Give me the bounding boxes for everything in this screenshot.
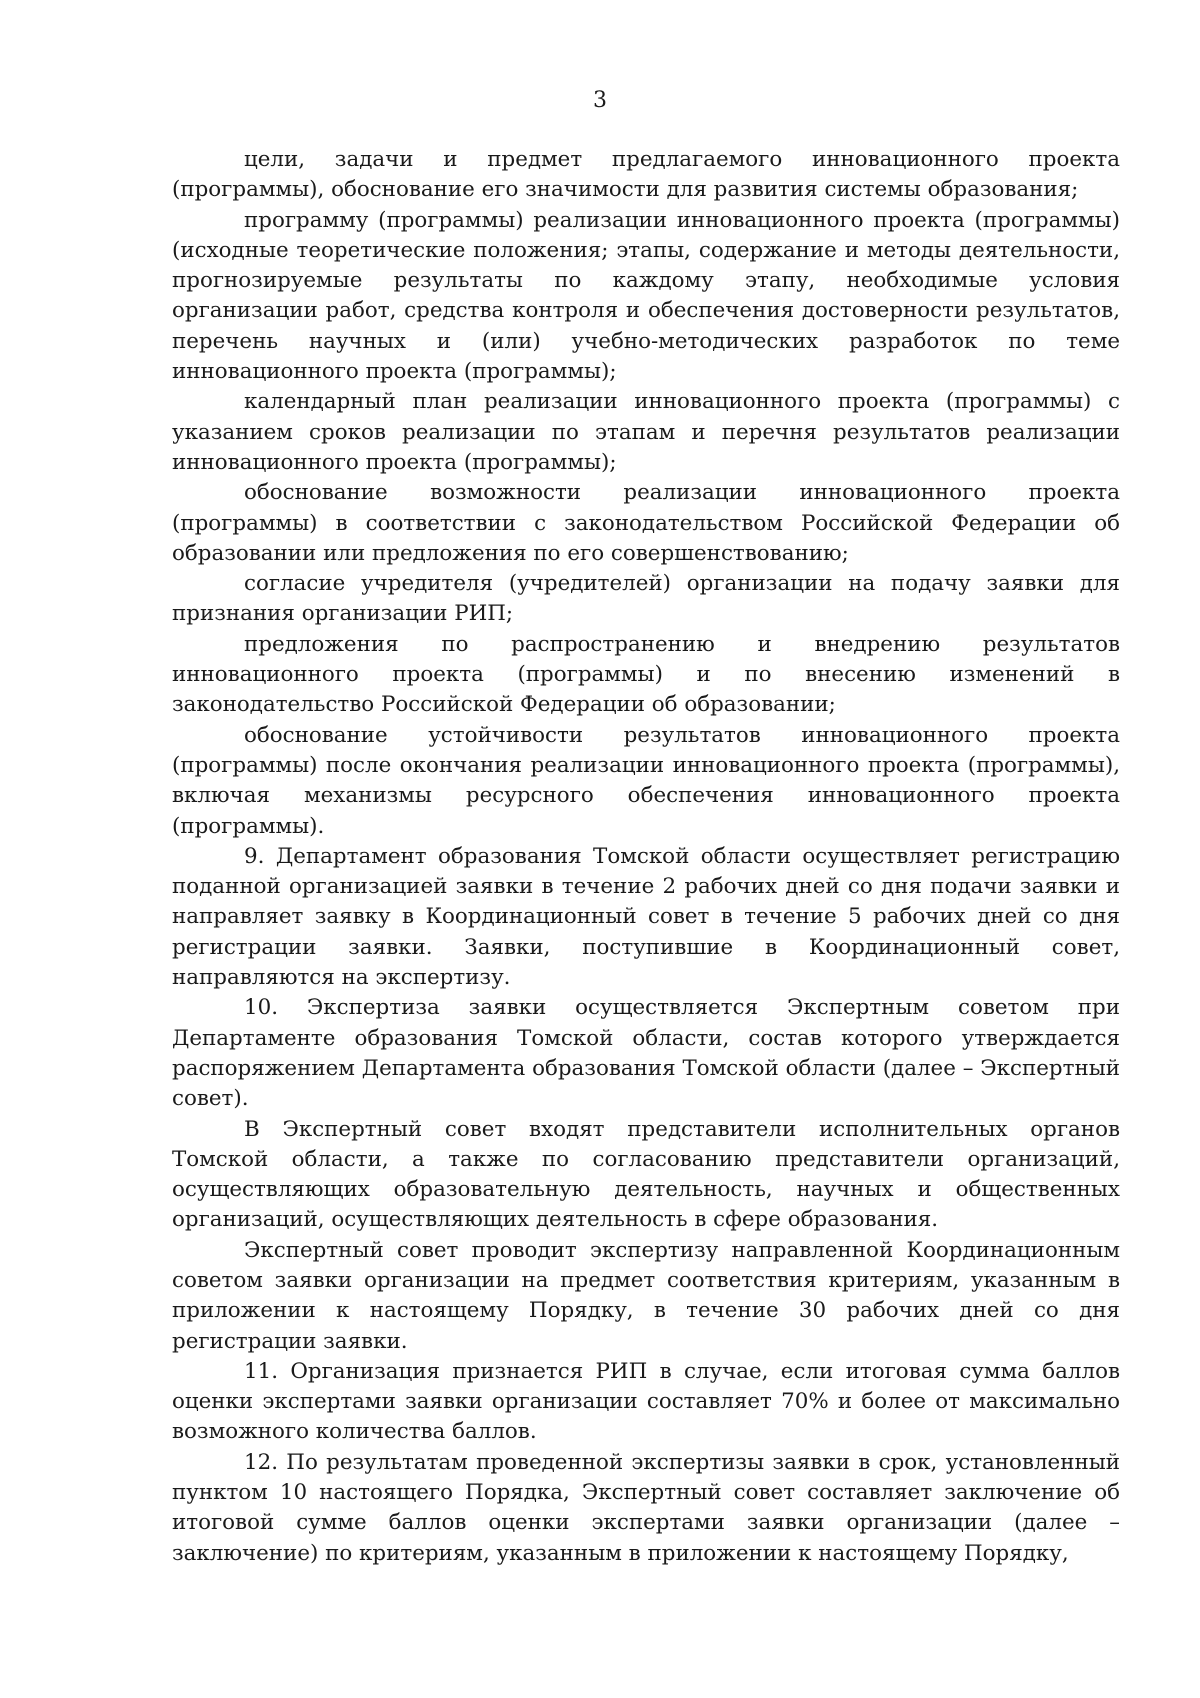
paragraph-expert-review: Экспертный совет проводит экспертизу направленной Координационным советом заявки организации на предмет соответствия критериям, указанным в приложении к настоящему Порядку, в течение 30 рабочих дней со дня регистрации заявки.: [172, 1237, 1120, 1354]
paragraph-expert-council-members: В Экспертный совет входят представители исполнительных органов Томской области, а также по согласованию представители организаций, осуществляющих образовательную деятельность, научных и общественных организаций, осуществляющих деятельность в сфере образования.: [172, 1116, 1120, 1233]
paragraph-calendar-plan: календарный план реализации инновационного проекта (программы) с указанием сроков реализации по этапам и перечня результатов реализации инновационного проекта (программы);: [172, 389, 1120, 475]
paragraph-item-11: 11. Организация признается РИП в случае, если итоговая сумма баллов оценки экспертами заявки организации составляет 70% и более от максимально возможного количества баллов.: [172, 1358, 1120, 1445]
paragraph-item-10: 10. Экспертиза заявки осуществляется Экспертным советом при Департаменте образования Томской области, состав которого утверждается распоряжением Департамента образования Томской области (далее – Экспертный совет).: [172, 995, 1120, 1112]
paragraph-justification: обоснование возможности реализации инновационного проекта (программы) в соответствии с законодательством Российской Федерации об образовании или предложения по его совершенствованию;: [172, 480, 1120, 566]
page-number: 3: [593, 88, 607, 113]
paragraph-sustainability: обоснование устойчивости результатов инновационного проекта (программы) после окончания реализации инновационного проекта (программы), включая механизмы ресурсного обеспечения инновационного проекта (программы).: [172, 722, 1120, 839]
document-body: [172, 145, 1120, 1569]
paragraph-founder-consent: согласие учредителя (учредителей) организации на подачу заявки для признания организации РИП;: [172, 571, 1120, 627]
paragraph-item-9: 9. Департамент образования Томской области осуществляет регистрацию поданной организацией заявки в течение 2 рабочих дней со дня подачи заявки и направляет заявку в Координационный совет в течение 5 рабочих дней со дня регистрации заявки. Заявки, поступившие в Координационный совет, направляются на экспертизу.: [172, 843, 1120, 991]
paragraph-dissemination: предложения по распространению и внедрению результатов инновационного проекта (программы) и по внесению изменений в законодательство Российской Федерации об образовании;: [172, 631, 1120, 718]
paragraph-goals: цели, задачи и предмет предлагаемого инновационного проекта (программы), обоснование его значимости для развития системы образования;: [172, 147, 1120, 203]
paragraph-program: программу (программы) реализации инновационного проекта (программы) (исходные теоретические положения; этапы, содержание и методы деятельности, прогнозируемые результаты по каждому этапу, необходимые условия организации работ, средства контроля и обеспечения достоверности результатов, перечень научных и (или) учебно-методических разработок по теме инновационного проекта (программы);: [172, 207, 1120, 385]
paragraph-item-12: 12. По результатам проведенной экспертизы заявки в срок, установленный пунктом 10 настоящего Порядка, Экспертный совет составляет заключение об итоговой сумме баллов оценки экспертами заявки организации (далее – заключение) по критериям, указанным в приложении к настоящему Порядку,: [172, 1449, 1120, 1566]
